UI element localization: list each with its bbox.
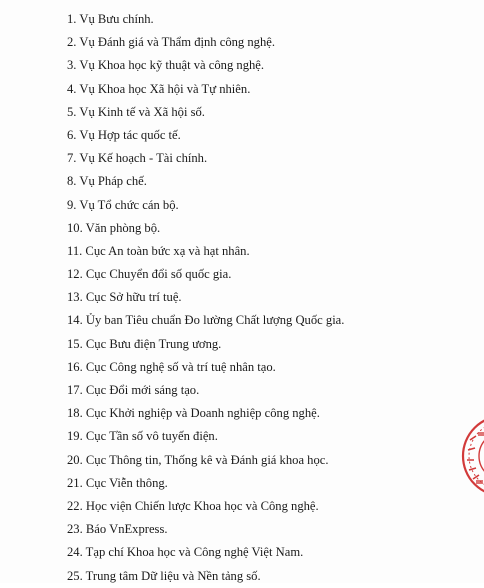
list-item: 7. Vụ Kế hoạch - Tài chính. [67, 151, 208, 166]
list-item: 5. Vụ Kinh tế và Xã hội số. [67, 104, 205, 119]
list-item: 24. Tạp chí Khoa học và Công nghệ Việt Nam. [67, 545, 304, 560]
list-item: 2. Vụ Đánh giá và Thẩm định công nghệ. [67, 35, 275, 50]
organization-list [67, 8, 344, 588]
list-item: 16. Cục Công nghệ số và trí tuệ nhân tạo. [67, 359, 276, 374]
red-stamp-seal-icon [458, 410, 484, 502]
list-item: 20. Cục Thông tin, Thống kê và Đánh giá khoa học. [67, 452, 329, 467]
list-item: 17. Cục Đổi mới sáng tạo. [67, 383, 200, 397]
list-item: 11. Cục An toàn bức xạ và hạt nhân. [67, 243, 250, 258]
list-item: 14. Ủy ban Tiêu chuẩn Đo lường Chất lượng Quốc gia. [67, 313, 345, 328]
list-item: 21. Cục Viễn thông. [67, 475, 168, 490]
list-item: 15. Cục Bưu điện Trung ương. [67, 336, 222, 351]
list-item: 25. Trung tâm Dữ liệu và Nền tảng số. [67, 568, 261, 583]
list-item: 6. Vụ Hợp tác quốc tế. [67, 127, 181, 142]
list-item: 12. Cục Chuyển đổi số quốc gia. [67, 267, 232, 282]
list-item: 23. Báo VnExpress. [67, 522, 168, 537]
list-item: 22. Học viện Chiến lược Khoa học và Công nghệ. [67, 498, 319, 513]
list-item: 1. Vụ Bưu chính. [67, 12, 154, 26]
list-item: 13. Cục Sở hữu trí tuệ. [67, 290, 182, 305]
list-item: 8. Vụ Pháp chế. [67, 174, 147, 189]
list-item: 10. Văn phòng bộ. [67, 220, 161, 235]
list-item: 4. Vụ Khoa học Xã hội và Tự nhiên. [67, 81, 251, 96]
list-item: 18. Cục Khởi nghiệp và Doanh nghiệp công nghệ. [67, 406, 320, 421]
list-item: 3. Vụ Khoa học kỹ thuật và công nghệ. [67, 58, 265, 73]
list-item: 9. Vụ Tổ chức cán bộ. [67, 197, 179, 212]
list-item: 19. Cục Tần số vô tuyến điện. [67, 429, 218, 444]
